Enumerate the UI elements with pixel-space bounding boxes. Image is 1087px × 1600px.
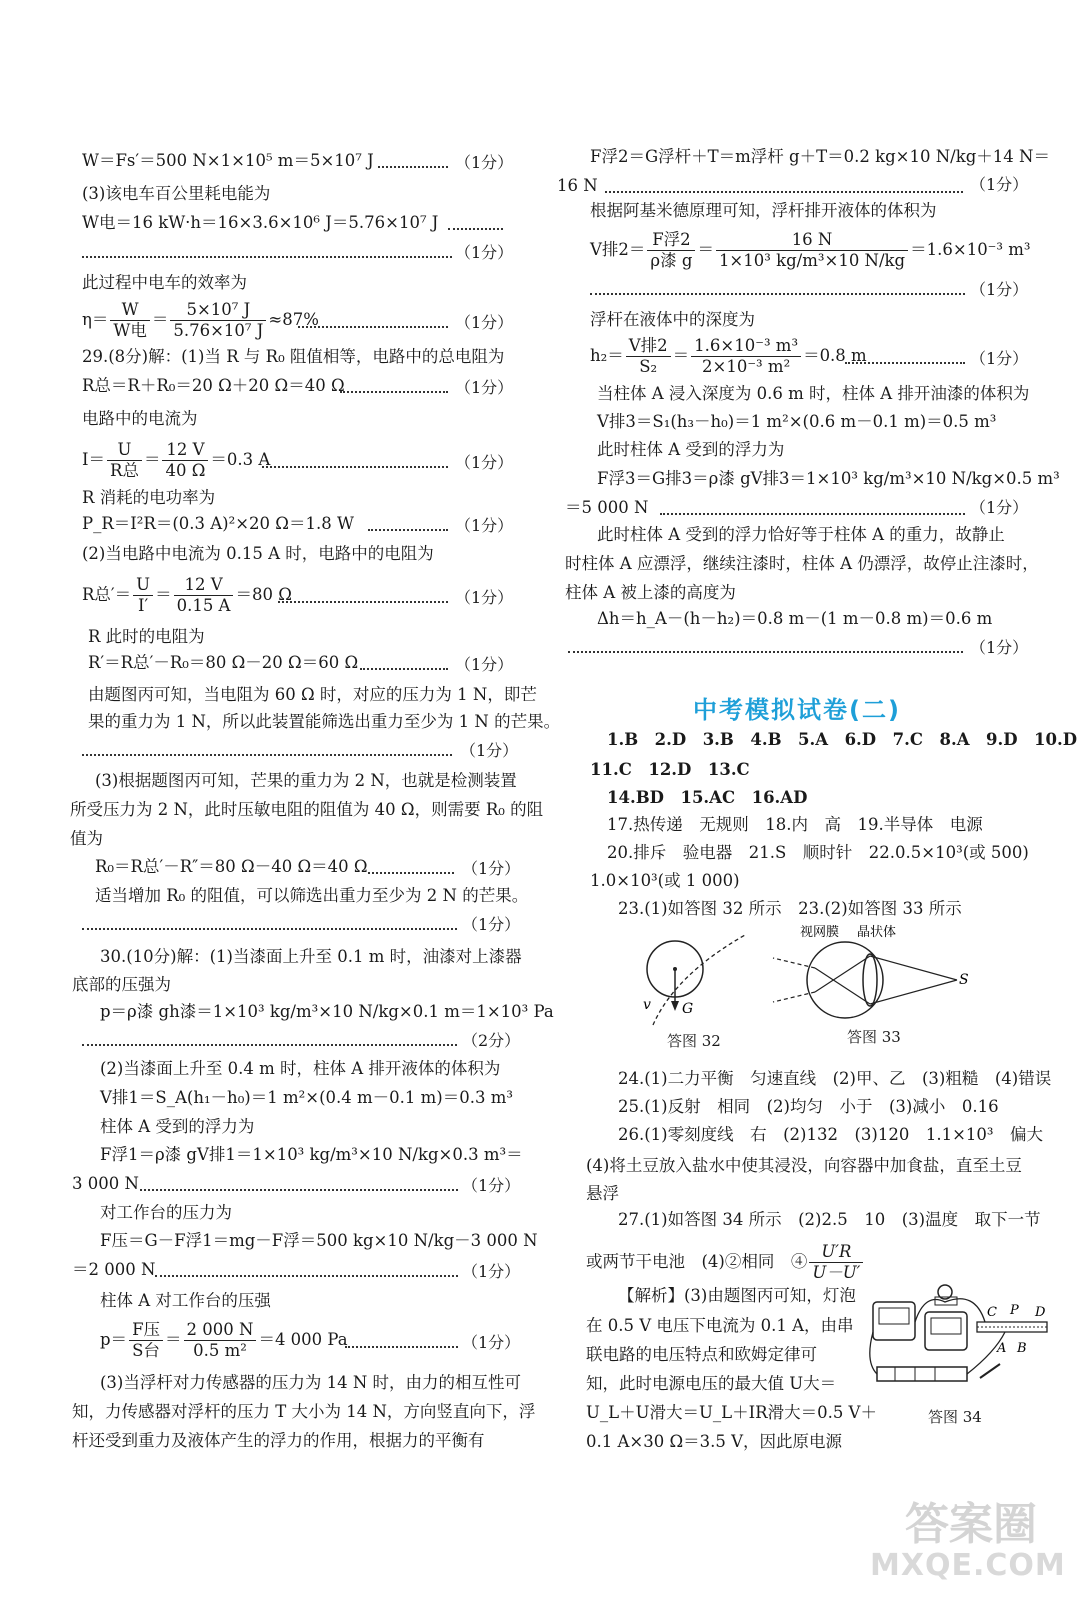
- answer-row: 23.(1)如答图 32 所示 23.(2)如答图 33 所示: [618, 899, 962, 918]
- answer-row: (4)将土豆放入盐水中使其浸没，向容器中加食盐，直至土豆: [586, 1156, 1022, 1175]
- score-mark: （1分）: [462, 1333, 521, 1352]
- label-s: S: [959, 972, 969, 988]
- label-d: D: [1035, 1305, 1046, 1320]
- analysis-line: U_L＋U滑大＝U_L＋IR滑大＝0.5 V＋: [586, 1403, 877, 1422]
- eyeball-circle: [807, 942, 883, 1018]
- dot-leader: [155, 1275, 458, 1277]
- text-line: (3)根据题图丙可知，芒果的重力为 2 N，也就是检测装置: [95, 771, 517, 790]
- answer-row: 17.热传递 无规则 18.内 高 19.半导体 电源: [607, 815, 983, 834]
- score-mark: （1分）: [455, 153, 514, 172]
- formula-line: p＝ρ漆 gh漆＝1×10³ kg/m³×10 N/kg×0.1 m＝1×10³ Pa: [100, 1002, 554, 1021]
- answer-row: 20.排斥 验电器 21.S 顺时针 22.0.5×10³(或 500): [607, 843, 1029, 862]
- formula-line: ＝2 000 N: [72, 1260, 156, 1279]
- dot-leader: [845, 362, 965, 364]
- watermark-logo: 答案圈: [905, 1499, 1037, 1550]
- switch-icon: [980, 1364, 1000, 1378]
- answer-row: 26.(1)零刻度线 右 (2)132 (3)120 1.1×10³ 偏大: [618, 1125, 1044, 1144]
- formula-line: F浮3＝G排3＝ρ漆 gV排3＝1×10³ kg/m³×10 N/kg×0.5 m³: [597, 469, 1060, 488]
- text-line: 此过程中电车的效率为: [82, 273, 247, 292]
- score-mark: （1分）: [460, 741, 519, 760]
- analysis-line: 0.1 A×30 Ω＝3.5 V，因此原电源: [586, 1432, 843, 1451]
- formula-line: R′＝R总′－R₀＝80 Ω－20 Ω＝60 Ω: [88, 653, 359, 672]
- text-line: 适当增加 R₀ 的阻值，可以筛选出重力至少为 2 N 的芒果。: [95, 886, 529, 905]
- text-line: 所受压力为 2 N，此时压敏电阻的阻值为 40 Ω，则需要 R₀ 的阻: [70, 800, 544, 819]
- analysis-line: 在 0.5 V 电压下电流为 0.1 A，由串: [586, 1316, 854, 1335]
- text-line: 此时柱体 A 受到的浮力恰好等于柱体 A 的重力，故静止: [597, 525, 1005, 544]
- text-line: 值为: [70, 829, 103, 848]
- answer-row: 27.(1)如答图 34 所示 (2)2.5 10 (3)温度 取下一节: [618, 1210, 1041, 1229]
- text-line: (2)当漆面上升至 0.4 m 时，柱体 A 排开液体的体积为: [100, 1059, 501, 1078]
- battery-icon: [877, 1367, 967, 1381]
- answer-row: 悬浮: [586, 1184, 619, 1203]
- label-g: G: [682, 1001, 694, 1017]
- formula-line: η＝ $\frac{W}{\text{W电}}$ ＝ $\frac{\text{5×10⁷ J}}{\text{5.76×10⁷ J}}$ ≈87%: [82, 300, 319, 340]
- text-line: 柱体 A 被上漆的高度为: [565, 583, 736, 602]
- score-mark: （1分）: [455, 313, 514, 332]
- formula-line: 16 N: [557, 176, 598, 195]
- text-line: (3)当浮杆对力传感器的压力为 14 N 时，由力的相互性可: [100, 1373, 522, 1392]
- text-line: 果的重力为 1 N，所以此装置能筛选出重力至少为 1 N 的芒果。: [88, 712, 561, 731]
- text-line: 时柱体 A 应漂浮，继续注漆时，柱体 A 仍漂浮，故停止注漆时，: [565, 554, 1039, 573]
- trajectory-line: [653, 935, 745, 1025]
- answer-row: 或两节干电池 (4)②相同 ④ $\frac{U'R}{U-U'}$: [586, 1242, 865, 1283]
- question-29: 29.(8分)解：(1)当 R 与 R₀ 阻值相等，电路中的总电阻为: [82, 347, 505, 366]
- formula-line: P_R＝I²R＝(0.3 A)²×20 Ω＝1.8 W: [82, 514, 354, 533]
- text-line: 根据阿基米德原理可知，浮杆排开液体的体积为: [590, 201, 937, 220]
- formula-line: R总′＝ $\frac{U}{I'}$ ＝ $\frac{12 V}{0.15 A}$ ＝80 Ω: [82, 575, 292, 615]
- label-v: v: [643, 997, 651, 1013]
- text-line: 电路中的电流为: [82, 409, 198, 428]
- dot-leader: [660, 513, 965, 515]
- answer-row: 1.B 2.D 3.B 4.B 5.A 6.D 7.C 8.A 9.D 10.D: [607, 730, 1078, 749]
- formula-line: V排3＝S₁(h₃－h₀)＝1 m²×(0.6 m－0.1 m)＝0.5 m³: [597, 412, 997, 431]
- dot-leader: [82, 256, 452, 258]
- label-c: C: [987, 1305, 997, 1320]
- text-line: 对工作台的压力为: [100, 1203, 232, 1222]
- formula-line: F压＝G－F浮1＝mg－F浮＝500 kg×10 N/kg－3 000 N: [100, 1231, 538, 1250]
- dot-leader: [278, 601, 448, 603]
- score-mark: （1分）: [970, 638, 1029, 657]
- label-b: B: [1017, 1341, 1027, 1356]
- score-mark: （1分）: [455, 516, 514, 535]
- score-mark: （1分）: [970, 280, 1029, 299]
- label-a: A: [997, 1341, 1007, 1356]
- question-30: 30.(10分)解：(1)当漆面上升至 0.1 m 时，油漆对上漆器: [100, 947, 522, 966]
- formula-line: W＝Fs′＝500 N×1×10⁵ m＝5×10⁷ J: [82, 151, 374, 170]
- formula-line: R总＝R＋R₀＝20 Ω＋20 Ω＝40 Ω: [82, 376, 345, 395]
- figure-caption: 答图 33: [847, 1028, 901, 1046]
- text-line: 浮杆在液体中的深度为: [590, 310, 755, 329]
- score-mark: （1分）: [462, 1262, 521, 1281]
- analysis-line: 联电路的电压特点和欧姆定律可: [586, 1345, 817, 1364]
- text-line: (3)该电车百公里耗电能为: [82, 184, 271, 203]
- score-mark: （1分）: [455, 453, 514, 472]
- answer-row: 14.BD 15.AC 16.AD: [607, 788, 808, 807]
- dot-leader: [82, 754, 452, 756]
- dot-leader: [378, 166, 448, 168]
- text-line: 此时柱体 A 受到的浮力为: [597, 440, 785, 459]
- dot-leader: [590, 293, 965, 295]
- score-mark: （1分）: [970, 175, 1029, 194]
- answer-row: 11.C 12.D 13.C: [590, 760, 750, 779]
- label-retina: 视网膜: [800, 925, 840, 940]
- label-p: P: [1010, 1303, 1019, 1318]
- answer-row: 1.0×10³(或 1 000): [590, 871, 740, 890]
- formula-line: R₀＝R总′－R″＝80 Ω－40 Ω＝40 Ω: [95, 857, 368, 876]
- formula-line: W电＝16 kW·h＝16×3.6×10⁶ J＝5.76×10⁷ J: [82, 213, 439, 232]
- analysis-line: 【解析】(3)由题图丙可知，灯泡: [618, 1286, 856, 1305]
- score-mark: （1分）: [462, 859, 521, 878]
- dot-leader: [82, 928, 457, 930]
- text-line: 柱体 A 对工作台的压强: [100, 1291, 271, 1310]
- dot-leader: [568, 651, 963, 653]
- figure-caption: 答图 34: [928, 1408, 982, 1426]
- answer-row: 24.(1)二力平衡 匀速直线 (2)甲、乙 (3)粗糙 (4)错误: [618, 1069, 1052, 1088]
- dot-leader: [448, 228, 503, 230]
- formula-line: I＝ $\frac{U}{\text{R总}}$ ＝ $\frac{12 V}{40 \Omega}$ ＝0.3 A: [82, 440, 271, 480]
- figure-33: [765, 920, 975, 1030]
- text-line: 知，力传感器对浮杆的压力 T 大小为 14 N，方向竖直向下，浮: [72, 1402, 536, 1421]
- dot-leader: [140, 1189, 458, 1191]
- meter-dial: [931, 1318, 961, 1334]
- figure-caption: 答图 32: [667, 1032, 721, 1050]
- meter-dial: [879, 1308, 909, 1324]
- dot-leader: [345, 1346, 458, 1348]
- score-mark: （1分）: [970, 349, 1029, 368]
- formula-line: F浮2＝G浮杆＋T＝m浮杆 g＋T＝0.2 kg×10 N/kg＋14 N＝: [590, 147, 1050, 166]
- text-line: 底部的压强为: [72, 975, 171, 994]
- score-mark: （1分）: [462, 1176, 521, 1195]
- dot-leader: [298, 326, 448, 328]
- dot-leader: [262, 466, 448, 468]
- dot-leader: [340, 391, 448, 393]
- formula-line: ＝5 000 N: [565, 498, 649, 517]
- dot-leader: [368, 872, 454, 874]
- score-mark: （2分）: [462, 1031, 521, 1050]
- section-title: 中考模拟试卷(二): [693, 696, 901, 724]
- score-mark: （1分）: [970, 498, 1029, 517]
- formula-line: h₂＝ $\frac{\text{V排2}}{\text{S₂}}$ ＝ $\frac{\text{1.6×10⁻³ m³}}{\text{2×10⁻³ m²}}$ ＝0.8 m: [590, 336, 867, 376]
- dot-leader: [82, 1044, 457, 1046]
- text-line: 当柱体 A 浸入深度为 0.6 m 时，柱体 A 排开油漆的体积为: [597, 384, 1030, 403]
- dot-leader: [605, 191, 963, 193]
- analysis-line: 知，此时电源电压的最大值 U大＝: [586, 1374, 837, 1393]
- lens-ellipse: [863, 954, 877, 1006]
- score-mark: （1分）: [455, 655, 514, 674]
- watermark-url: MXQE.COM: [870, 1548, 1066, 1583]
- formula-line: p＝ $\frac{\text{F压}}{\text{S台}}$ ＝ $\frac{2 000 N}{\text{0.5 m²}}$ ＝4 000 Pa: [100, 1320, 348, 1360]
- dot-leader: [368, 529, 448, 531]
- formula-line: F浮1＝ρ漆 gV排1＝1×10³ kg/m³×10 N/kg×0.3 m³＝: [100, 1145, 523, 1164]
- text-line: 杆还受到重力及液体产生的浮力的作用，根据力的平衡有: [72, 1431, 485, 1450]
- formula-line: 3 000 N: [72, 1174, 139, 1193]
- formula-line: Δh＝h_A－(h－h₂)＝0.8 m－(1 m－0.8 m)＝0.6 m: [597, 609, 993, 628]
- formula-line: V排1＝S_A(h₁－h₀)＝1 m²×(0.4 m－0.1 m)＝0.3 m³: [100, 1088, 513, 1107]
- score-mark: （1分）: [455, 378, 514, 397]
- score-mark: （1分）: [455, 588, 514, 607]
- text-line: (2)当电路中电流为 0.15 A 时，电路中的电阻为: [82, 544, 434, 563]
- text-line: R 消耗的电功率为: [82, 488, 216, 507]
- arrow-head-icon: [671, 1001, 679, 1011]
- figure-32: [635, 925, 755, 1030]
- figure-34: [865, 1282, 1050, 1392]
- text-line: 由题图丙可知，当电阻为 60 Ω 时，对应的压力为 1 N，即芒: [88, 685, 537, 704]
- formula-line: V排2＝ $\frac{\text{F浮2}}{\text{ρ漆 g}}$ ＝ $\frac{16 N}{\text{1×10³ kg/m³×10 N/kg}}$ ＝1.6×10⁻³ m³: [590, 230, 1031, 270]
- text-line: R 此时的电阻为: [88, 627, 205, 646]
- label-lens: 晶状体: [857, 925, 897, 940]
- text-line: 柱体 A 受到的浮力为: [100, 1117, 255, 1136]
- score-mark: （1分）: [462, 915, 521, 934]
- score-mark: （1分）: [455, 243, 514, 262]
- answer-row: 25.(1)反射 相同 (2)均匀 小于 (3)减小 0.16: [618, 1097, 999, 1116]
- rheostat-icon: [977, 1322, 1047, 1332]
- dot-leader: [360, 668, 448, 670]
